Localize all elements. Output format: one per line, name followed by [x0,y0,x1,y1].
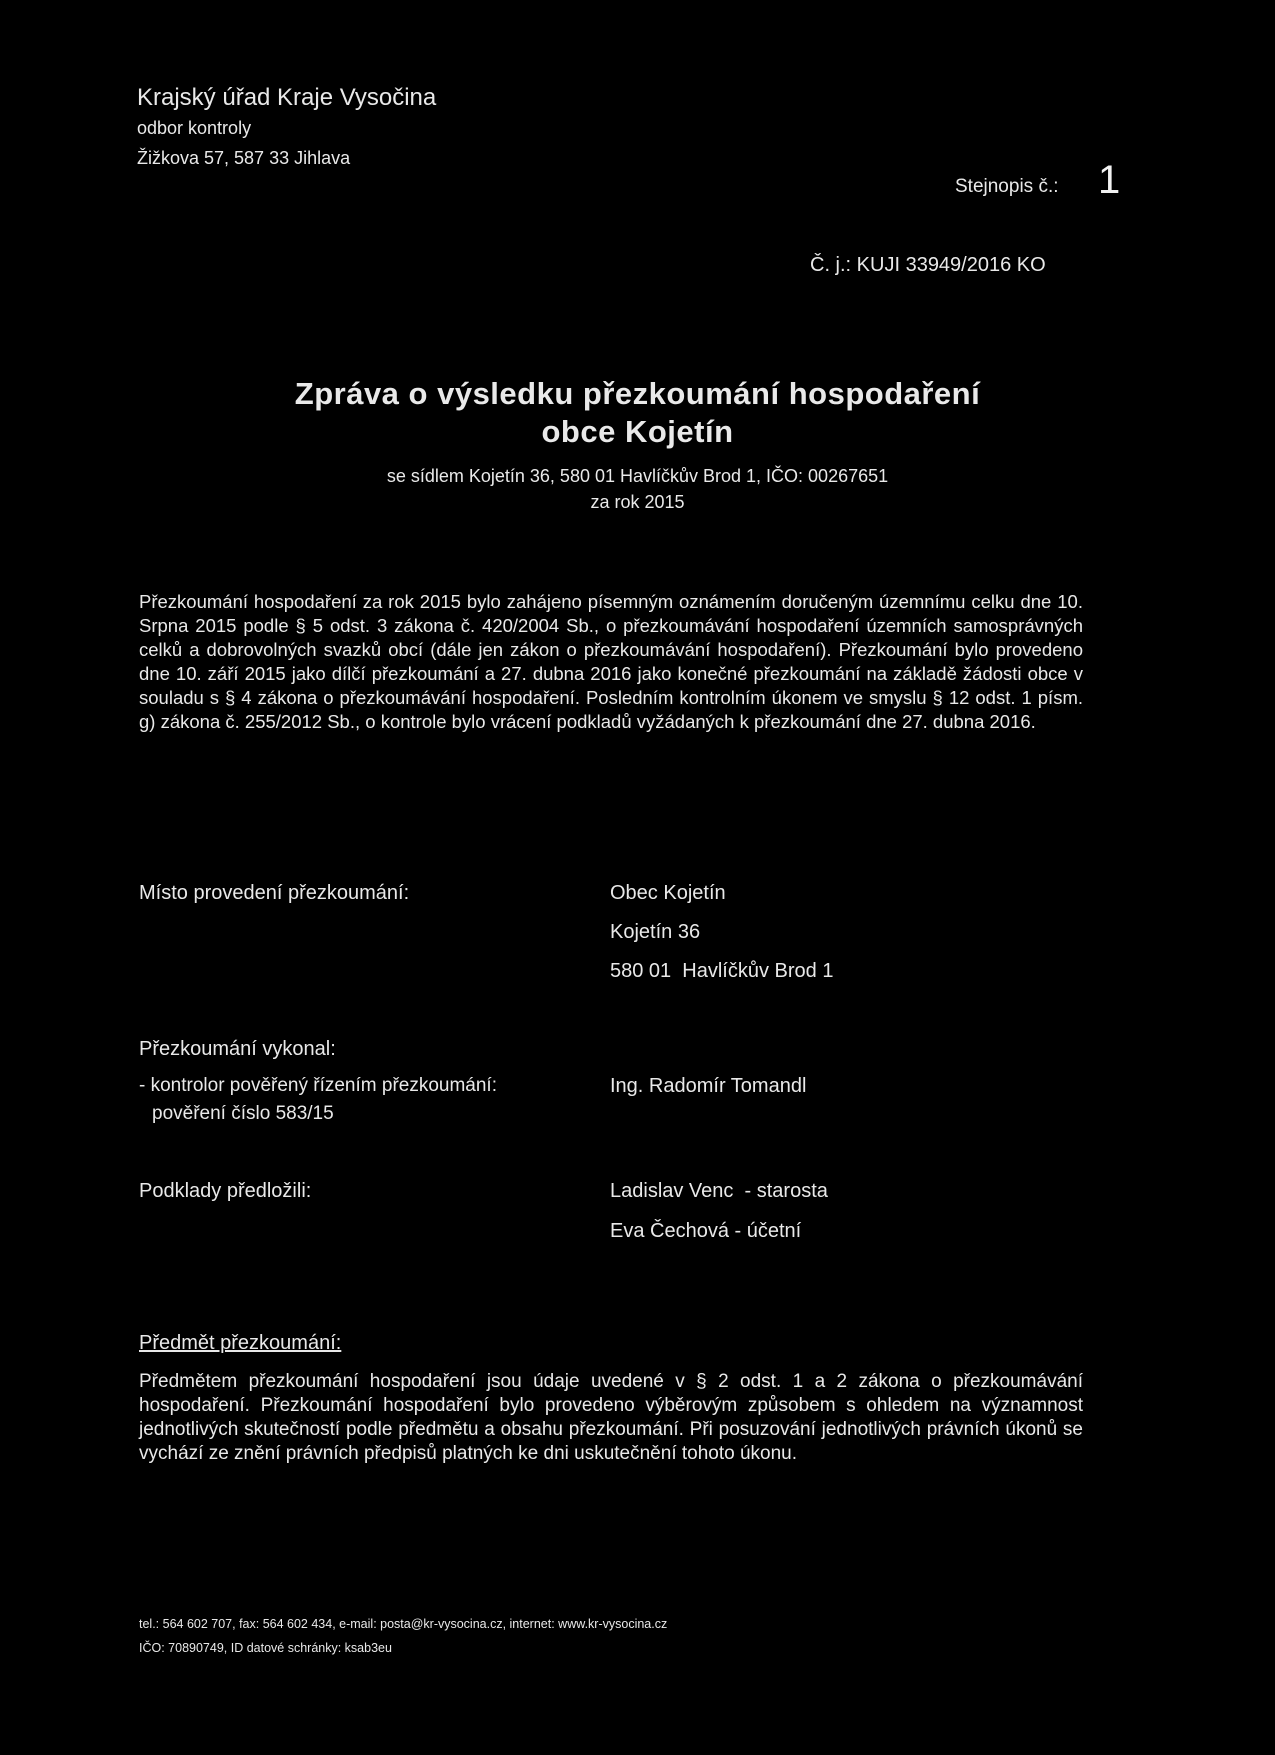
report-title-line-1: Zpráva o výsledku přezkoumání hospodaření [294,376,981,411]
reference-number: Č. j.: KUJI 33949/2016 KO [810,254,1046,276]
place-line-1: Obec Kojetín [610,882,726,904]
copy-number: 1 [1098,158,1121,202]
organization-name: Krajský úřad Kraje Vysočina [137,84,437,111]
office-address: Žižkova 57, 587 33 Jihlava [137,148,351,168]
place-label: Místo provedení přezkoumání: [139,882,410,904]
report-title-line-2: obce Kojetín [541,414,734,449]
report-subtitle-year: za rok 2015 [590,492,685,512]
intro-paragraph: Přezkoumání hospodaření za rok 2015 bylo zahájeno písemným oznámením doručeným územnímu celku dne 10. Srpna 2015 podle § 5 odst. 3 zákona č. 420/2004 Sb., o přezkoumávání hospodaření územních samosprávných celků a dobrovolných svazků obcí (dále jen zákon o přezkoumávání hospodaření). Přezkoumání bylo provedeno dne 10. září 2015 jako dílčí přezkoumání a 27. dubna 2016 jako konečné přezkoumání na základě žádosti obce v souladu s § 4 zákona o přezkoumávání hospodaření. Posledním kontrolním úkonem ve smyslu § 12 odst. 1 písm. g) zákona č. 255/2012 Sb., o kontrole bylo vrácení podkladů vyžádaných k přezkoumání dne 27. dubna 2016. [139,591,1083,732]
inspector-name: Ing. Radomír Tomandl [610,1075,807,1097]
copy-label: Stejnopis č.: [955,176,1059,197]
subject-paragraph: Předmětem přezkoumání hospodaření jsou údaje uvedené v § 2 odst. 1 a 2 zákona o přezkoumávání hospodaření. Přezkoumání hospodaření bylo provedeno výběrovým způsobem s ohledem na významnost jednotlivých skutečností podle předmětu a obsahu přezkoumání. Při posuzování jednotlivých právních úkonů se vychází ze znění právních předpisů platných ke dni uskutečnění tohoto úkonu. [139,1371,1083,1464]
documents-by-label: Podklady předložili: [139,1180,312,1202]
place-line-2: Kojetín 36 [610,921,701,943]
footer-contact: tel.: 564 602 707, fax: 564 602 434, e-mail: posta@kr-vysocina.cz, internet: www.kr-vysocina.cz [139,1617,668,1631]
footer-ids: IČO: 70890749, ID datové schránky: ksab3eu [139,1641,392,1655]
inspector-role: - kontrolor pověřený řízením přezkoumání: [139,1075,497,1096]
report-subtitle-address: se sídlem Kojetín 36, 580 01 Havlíčkův Brod 1, IČO: 00267651 [386,466,889,486]
presenter-1: Ladislav Venc - starosta [610,1180,828,1202]
authorization-number: pověření číslo 583/15 [152,1103,334,1124]
presenter-2: Eva Čechová - účetní [610,1220,802,1242]
department-name: odbor kontroly [137,118,252,138]
place-line-3: 580 01 Havlíčkův Brod 1 [610,960,834,982]
subject-heading: Předmět přezkoumání: [139,1332,342,1354]
performed-by-label: Přezkoumání vykonal: [139,1038,336,1060]
